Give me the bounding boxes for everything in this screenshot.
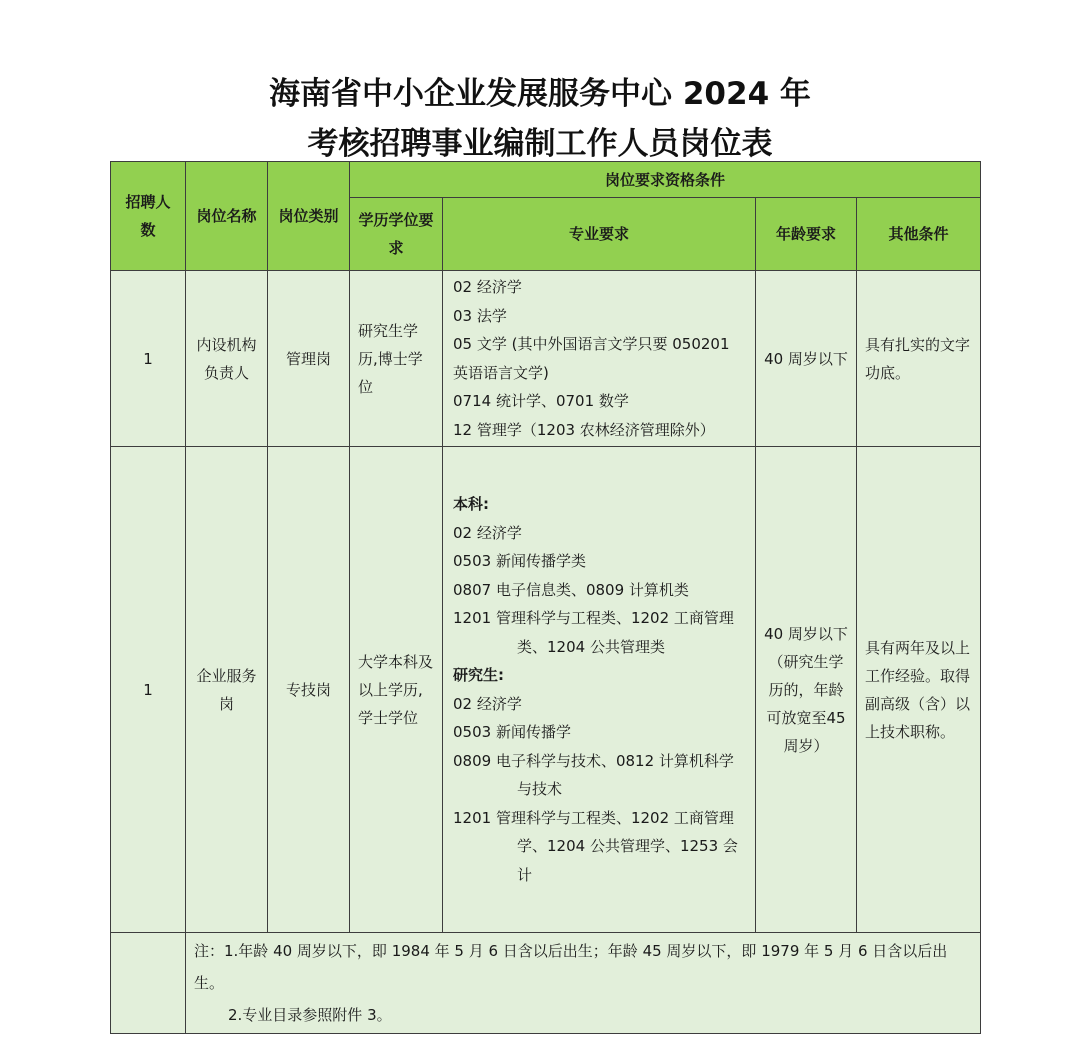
major-line: 12 管理学（1203 农林经济管理除外）	[453, 420, 715, 439]
major-line: 0809 电子科学与技术、0812 计算机科学	[453, 751, 734, 770]
note-line-2: 2.专业目录参照附件 3。	[228, 1006, 392, 1024]
row1-age: 40 周岁以下	[756, 271, 857, 447]
major-line: 02 经济学	[453, 278, 522, 296]
row1-position-name: 内设机构负责人	[186, 271, 268, 447]
major-line: 0503 新闻传播学类	[453, 552, 586, 570]
notes-row	[111, 933, 981, 1034]
header-position-name: 岗位名称	[186, 162, 268, 271]
row1-count: 1	[111, 271, 186, 447]
major-line: 与技术	[517, 780, 563, 798]
major-line: 类、1204 公共管理类	[517, 637, 665, 656]
row2-position-type: 专技岗	[268, 447, 350, 933]
row1-major-requirements	[443, 271, 756, 447]
major-line: 03 法学	[453, 306, 507, 325]
major-line: 02 经济学	[453, 694, 522, 713]
table-row	[111, 447, 981, 933]
document-title-line2: 考核招聘事业编制工作人员岗位表	[307, 126, 773, 162]
row2-count: 1	[111, 447, 186, 933]
major-line: 1201 管理科学与工程类、1202 工商管理	[453, 808, 734, 827]
major-line: 计	[517, 865, 533, 884]
major-line: 0714 统计学、0701 数学	[453, 392, 629, 410]
row1-education: 研究生学历,博士学位	[350, 271, 443, 447]
major-line: 0807 电子信息类、0809 计算机类	[453, 580, 689, 599]
header-position-type: 岗位类别	[268, 162, 350, 271]
table-row	[111, 271, 981, 447]
major-line: 学、1204 公共管理学、1253 会	[517, 837, 738, 855]
row2-education: 大学本科及以上学历,学士学位	[350, 447, 443, 933]
major-line: 英语语言文学)	[453, 363, 549, 382]
row1-other: 具有扎实的文字功底。	[857, 271, 981, 447]
header-other: 其他条件	[857, 198, 981, 271]
row2-other: 具有两年及以上工作经验。取得副高级（含）以上技术职称。	[857, 447, 981, 933]
notes-empty-cell	[111, 933, 186, 1034]
major-heading-undergrad: 本科:	[453, 495, 489, 513]
header-major: 专业要求	[443, 198, 756, 271]
document-title-line1: 海南省中小企业发展服务中心 2024 年	[269, 76, 811, 112]
major-line: 02 经济学	[453, 523, 522, 542]
positions-table	[110, 161, 981, 1034]
row2-age: 40 周岁以下（研究生学历的，年龄可放宽至45周岁）	[756, 447, 857, 933]
header-requirements-group: 岗位要求资格条件	[350, 162, 981, 198]
major-line: 05 文学 (其中外国语言文学只要 050201	[453, 335, 730, 353]
notes-cell	[186, 933, 981, 1034]
row1-position-type: 管理岗	[268, 271, 350, 447]
major-line: 0503 新闻传播学	[453, 723, 571, 741]
header-count: 招聘人数	[111, 162, 186, 271]
note-line-1: 注：1.年龄 40 周岁以下，即 1984 年 5 月 6 日含以后出生；年龄 45 周岁以下，即 1979 年 5 月 6 日含以后出生。	[194, 942, 948, 992]
row2-major-requirements	[443, 447, 756, 933]
header-age: 年龄要求	[756, 198, 857, 271]
major-heading-graduate: 研究生:	[453, 666, 504, 684]
row2-position-name: 企业服务岗	[186, 447, 268, 933]
major-line: 1201 管理科学与工程类、1202 工商管理	[453, 609, 734, 627]
header-education: 学历学位要求	[350, 198, 443, 271]
